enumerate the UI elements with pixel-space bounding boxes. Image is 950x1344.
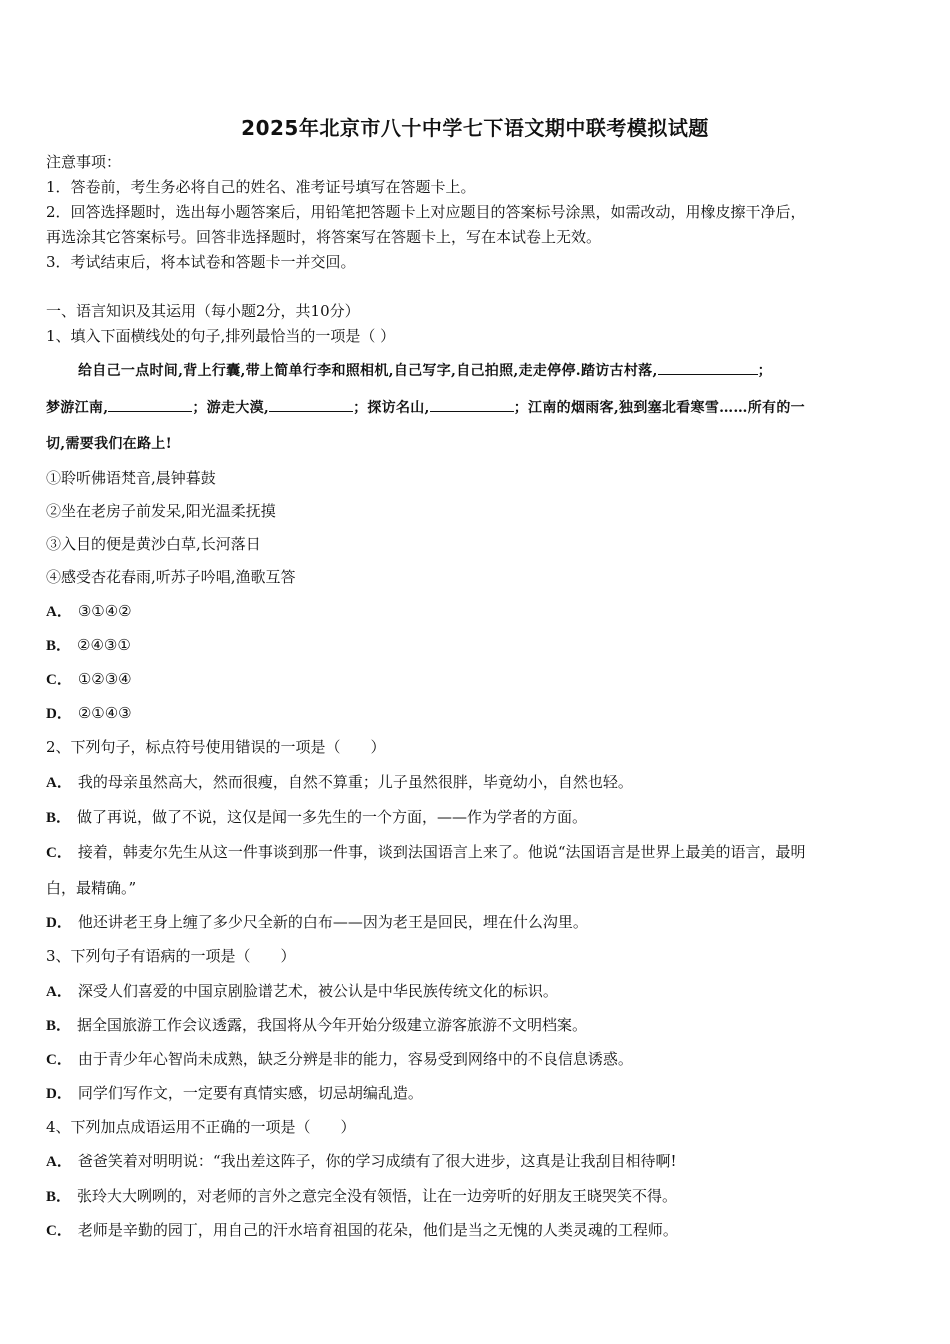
q1-sentence-4: ④感受杏花春雨,听苏子吟唱,渔歌互答 <box>46 568 296 586</box>
option-letter: B． <box>46 638 72 654</box>
option-letter: B． <box>46 810 72 826</box>
q1-option-a[interactable] <box>46 601 132 622</box>
q1-passage-line3: 切,需要我们在路上! <box>46 436 173 452</box>
option-text: ①②③④ <box>77 670 132 688</box>
q1-stem: 1、填入下面横线处的句子,排列最恰当的一项是（ ） <box>46 327 396 345</box>
option-text: ③①④② <box>77 602 132 620</box>
q1-sentence-1: ①聆听佛语梵音,晨钟暮鼓 <box>46 469 216 487</box>
option-letter: A． <box>46 775 72 791</box>
q4-option-a[interactable] <box>46 1151 677 1172</box>
q1-option-d[interactable] <box>46 703 132 724</box>
q1-passage-line1 <box>78 360 772 381</box>
q2-option-c[interactable] <box>46 842 806 863</box>
q1-passage-seg-c: ；探访名山, <box>353 400 430 416</box>
notice-item-2a: 2．回答选择题时，选出每小题答案后，用铅笔把答题卡上对应题目的答案标号涂黑，如需改动，用橡皮擦干净后， <box>46 203 806 221</box>
option-letter: C． <box>46 1052 72 1068</box>
option-text: ②④③① <box>77 636 131 654</box>
option-letter: C． <box>46 1223 72 1239</box>
q1-passage-line2 <box>46 397 805 418</box>
q4-stem: 4、下列加点成语运用不正确的一项是（ ） <box>46 1118 356 1136</box>
q1-passage-text: 给自己一点时间,背上行囊,带上简单行李和照相机,自己写字,自己拍照,走走停停.踏访古村落, <box>78 363 658 379</box>
q1-passage-seg-d: ；江南的烟雨客,独到塞北看寒雪……所有的一 <box>513 400 805 416</box>
q1-sentence-3: ③入目的便是黄沙白草,长河落日 <box>46 535 261 553</box>
option-text: 据全国旅游工作会议透露，我国将从今年开始分级建立游客旅游不文明档案。 <box>77 1016 588 1034</box>
answer-blank[interactable] <box>269 397 353 412</box>
notice-item-2b: 再选涂其它答案标号。回答非选择题时，将答案写在答题卡上，写在本试卷上无效。 <box>46 228 602 246</box>
option-text: 他还讲老王身上缠了多少尺全新的白布——因为老王是回民，埋在什么沟里。 <box>77 913 588 931</box>
option-text: 同学们写作文，一定要有真情实感，切忌胡编乱造。 <box>77 1084 423 1102</box>
answer-blank[interactable] <box>430 397 514 412</box>
answer-blank[interactable] <box>108 397 192 412</box>
q1-passage-seg-a: 梦游江南, <box>46 400 109 416</box>
q2-option-b[interactable] <box>46 807 587 828</box>
option-text: 老师是辛勤的园丁，用自己的汗水培育祖国的花朵，他们是当之无愧的人类灵魂的工程师。 <box>77 1221 678 1239</box>
section-heading: 一、语言知识及其运用（每小题2分，共10分） <box>46 302 360 320</box>
option-text: 深受人们喜爱的中国京剧脸谱艺术，被公认是中华民族传统文化的标识。 <box>77 982 558 1000</box>
option-letter: A． <box>46 984 72 1000</box>
q1-option-c[interactable] <box>46 669 132 690</box>
q2-option-a[interactable] <box>46 772 633 793</box>
q4-option-c[interactable] <box>46 1220 678 1241</box>
option-letter: B． <box>46 1189 72 1205</box>
q1-option-b[interactable] <box>46 635 131 656</box>
q1-sentence-2: ②坐在老房子前发呆,阳光温柔抚摸 <box>46 502 276 520</box>
option-letter: D． <box>46 1086 72 1102</box>
page-title: 2025年北京市八十中学七下语文期中联考模拟试题 <box>241 116 709 140</box>
option-letter: A． <box>46 604 72 620</box>
notice-heading: 注意事项： <box>46 153 122 171</box>
q4-option-b[interactable] <box>46 1186 677 1207</box>
option-text: 爸爸笑着对明明说：“我出差这阵子，你的学习成绩有了很大进步，这真是让我刮目相待啊! <box>77 1152 677 1170</box>
q2-option-d[interactable] <box>46 912 588 933</box>
answer-blank[interactable] <box>658 360 758 375</box>
q3-option-a[interactable] <box>46 981 558 1002</box>
notice-item-1: 1．答卷前，考生务必将自己的姓名、准考证号填写在答题卡上。 <box>46 178 476 196</box>
option-text: 做了再说，做了不说，这仅是闻一多先生的一个方面，——作为学者的方面。 <box>77 808 588 826</box>
q3-stem: 3、下列句子有语病的一项是（ ） <box>46 947 296 965</box>
q3-option-c[interactable] <box>46 1049 633 1070</box>
option-text: 接着，韩麦尔先生从这一件事谈到那一件事，谈到法国语言上来了。他说“法国语言是世界上最美的语言，最明 <box>77 843 806 861</box>
option-letter: D． <box>46 915 72 931</box>
option-text: ②①④③ <box>77 704 132 722</box>
option-text: 由于青少年心智尚未成熟，缺乏分辨是非的能力，容易受到网络中的不良信息诱惑。 <box>77 1050 633 1068</box>
notice-item-3: 3．考试结束后，将本试卷和答题卡一并交回。 <box>46 253 356 271</box>
q3-option-b[interactable] <box>46 1015 587 1036</box>
option-letter: A． <box>46 1154 72 1170</box>
option-letter: C． <box>46 672 72 688</box>
option-letter: D． <box>46 706 72 722</box>
q2-option-c-cont: 白，最精确。” <box>46 879 137 897</box>
q1-passage-seg-b: ；游走大漠, <box>192 400 270 416</box>
q2-stem: 2、下列句子，标点符号使用错误的一项是（ ） <box>46 738 386 756</box>
option-letter: C． <box>46 845 72 861</box>
q3-option-d[interactable] <box>46 1083 423 1104</box>
q1-passage-end: ； <box>757 363 772 379</box>
option-text: 我的母亲虽然高大，然而很瘦，自然不算重；儿子虽然很胖，毕竟幼小，自然也轻。 <box>77 773 633 791</box>
option-text: 张玲大大咧咧的，对老师的言外之意完全没有领悟，让在一边旁听的好朋友王晓哭笑不得。 <box>77 1187 678 1205</box>
option-letter: B． <box>46 1018 72 1034</box>
